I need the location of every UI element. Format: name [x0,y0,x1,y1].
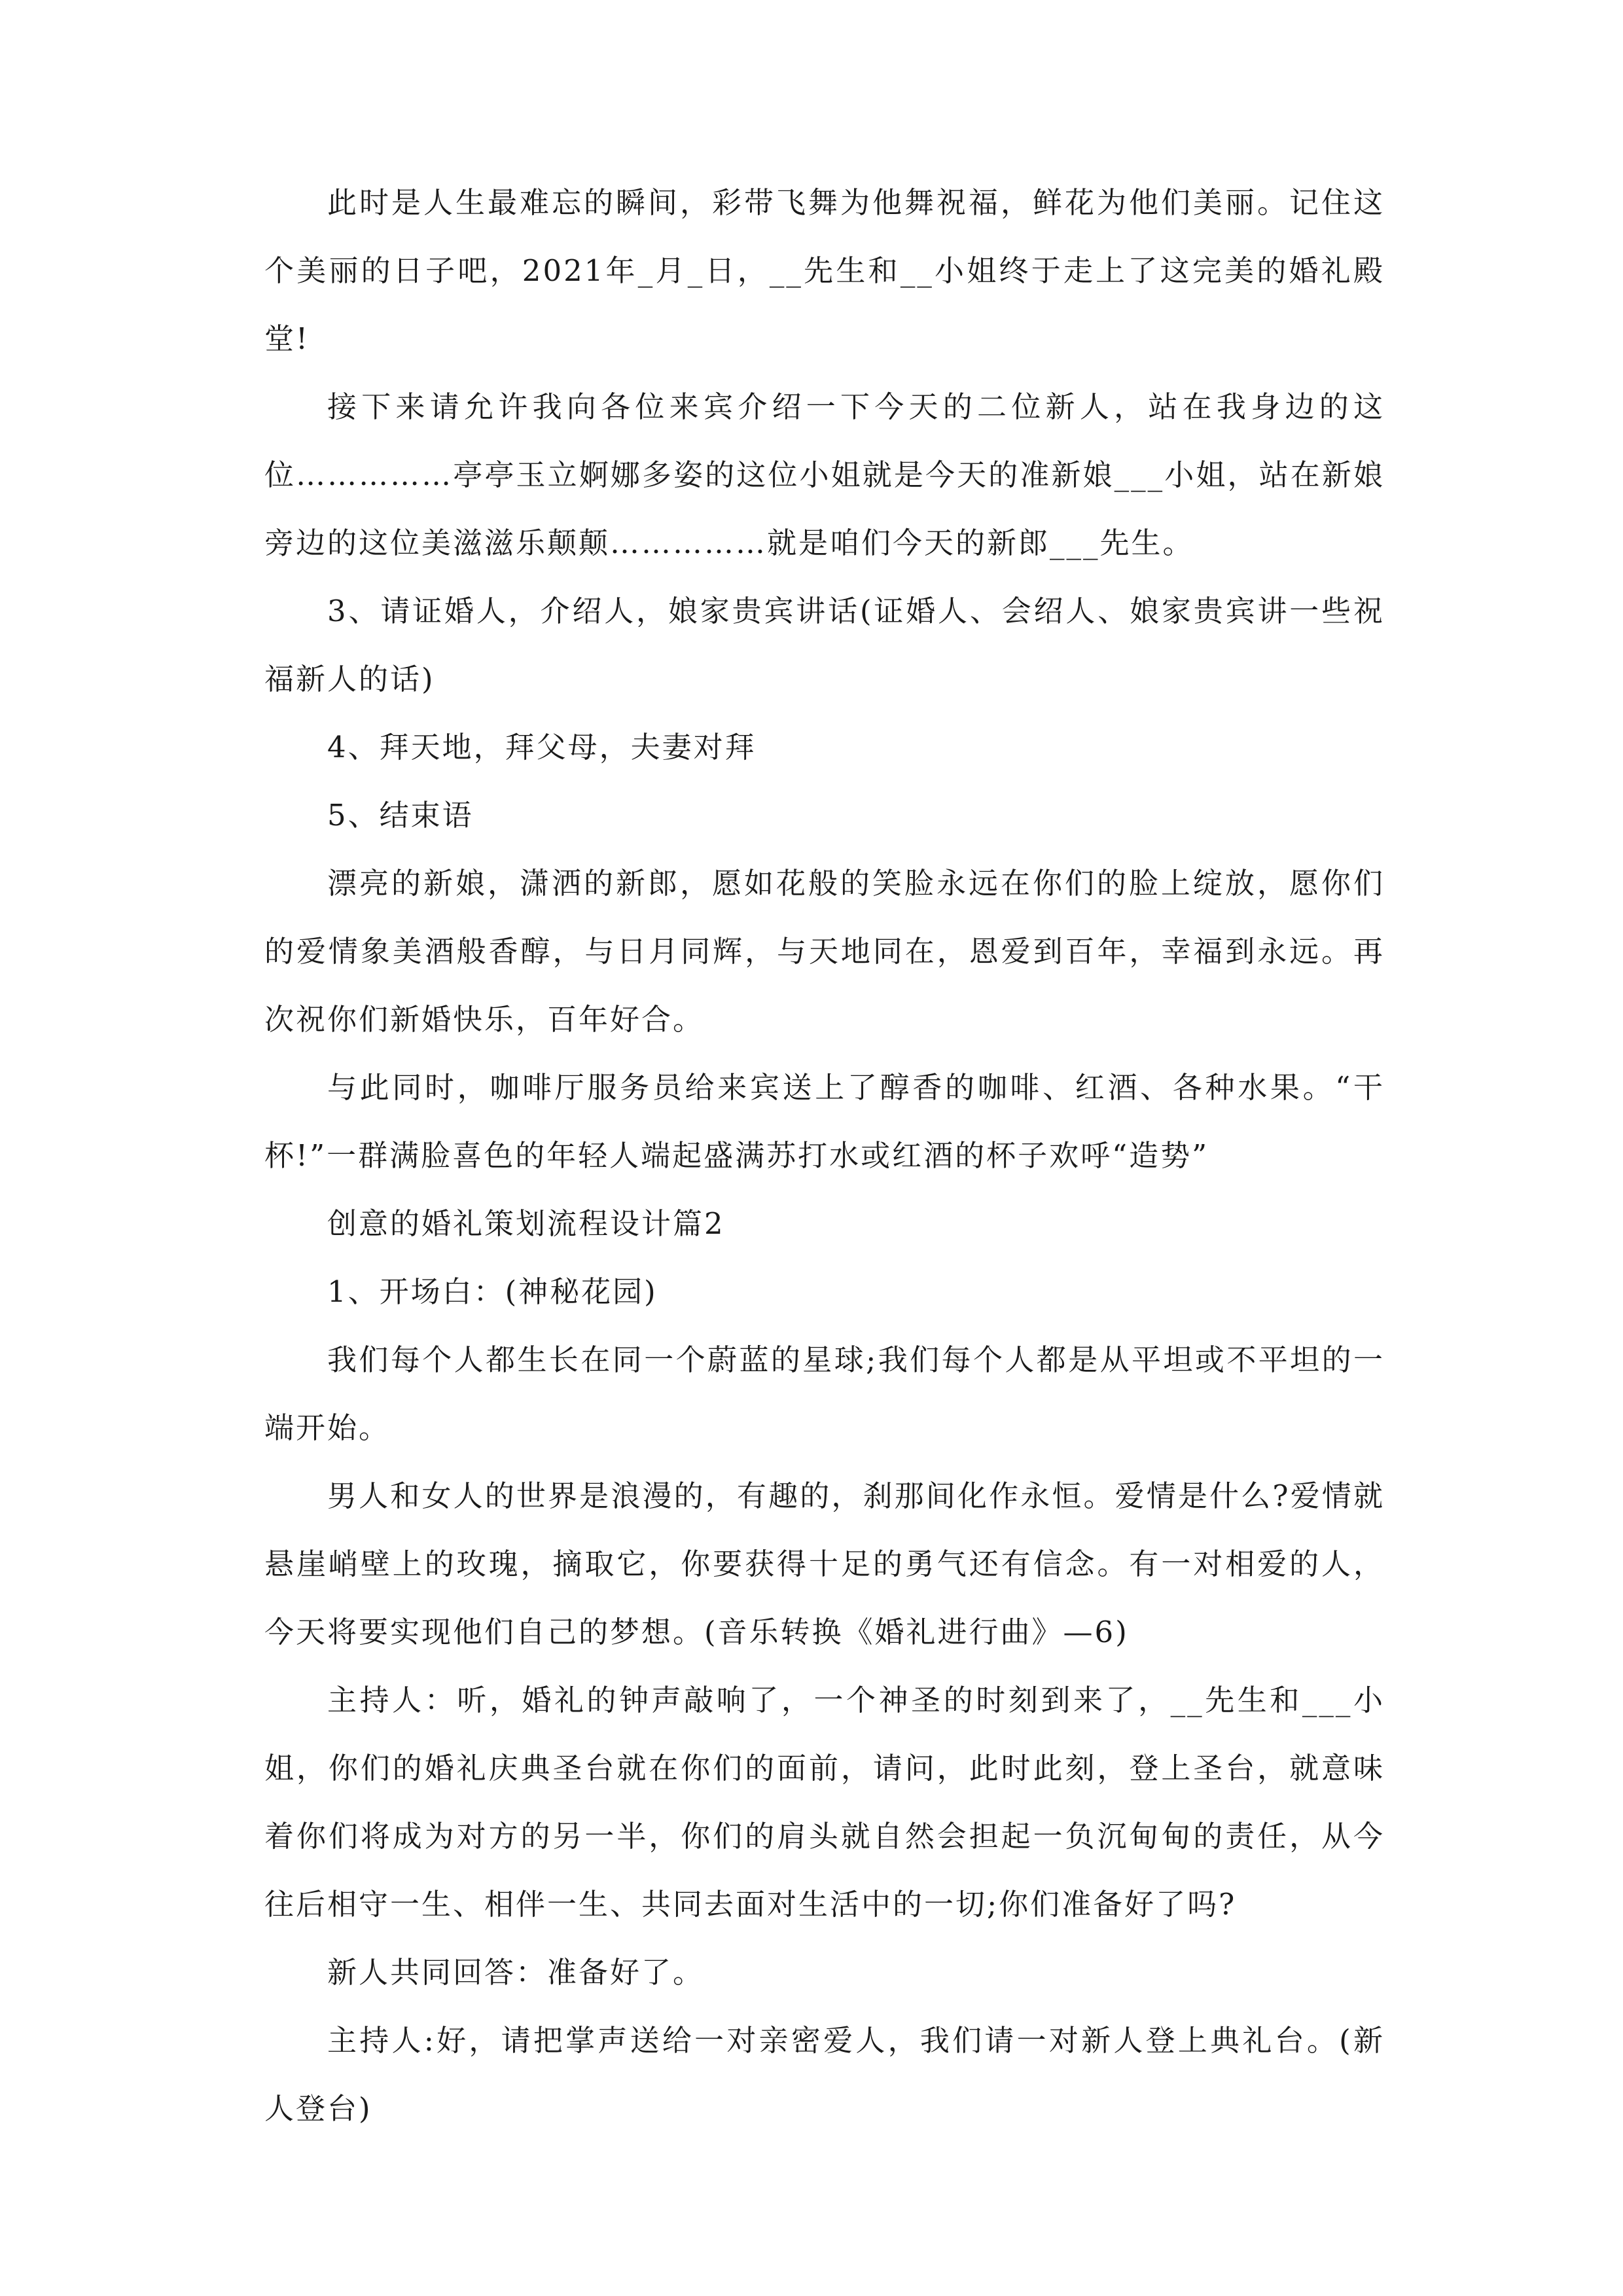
paragraph: 主持人：听，婚礼的钟声敲响了，一个神圣的时刻到来了，__先生和___小姐，你们的婚礼庆典圣台就在你们的面前，请问，此时此刻，登上圣台，就意味着你们将成为对方的另一半，你们的肩头就自然会担起一负沉甸甸的责任，从今往后相守一生、相伴一生、共同去面对生活中的一切;你们准备好了吗? [264,1683,1385,1922]
paragraph: 与此同时，咖啡厅服务员给来宾送上了醇香的咖啡、红酒、各种水果。“干杯!”一群满脸喜色的年轻人端起盛满苏打水或红酒的杯子欢呼“造势” [264,1070,1385,1173]
document-body [264,169,1385,2143]
paragraph: 主持人:好，请把掌声送给一对亲密爱人，我们请一对新人登上典礼台。(新人登台) [264,2023,1385,2126]
paragraph: 男人和女人的世界是浪漫的，有趣的，刹那间化作永恒。爱情是什么?爱情就悬崖峭壁上的玫瑰，摘取它，你要获得十足的勇气还有信念。有一对相爱的人，今天将要实现他们自己的梦想。(音乐转换《婚礼进行曲》—6) [264,1479,1385,1649]
section-heading: 创意的婚礼策划流程设计篇2 [327,1206,725,1241]
paragraph: 1、开场白：(神秘花园) [327,1274,658,1309]
paragraph: 此时是人生最难忘的瞬间，彩带飞舞为他舞祝福，鲜花为他们美丽。记住这个美丽的日子吧，2021年_月_日，__先生和__小姐终于走上了这完美的婚礼殿堂! [264,185,1385,356]
paragraph: 4、拜天地，拜父母，夫妻对拜 [327,730,757,764]
paragraph: 我们每个人都生长在同一个蔚蓝的星球;我们每个人都是从平坦或不平坦的一端开始。 [264,1342,1385,1445]
paragraph: 3、请证婚人，介绍人，娘家贵宾讲话(证婚人、会绍人、娘家贵宾讲一些祝福新人的话) [264,594,1385,696]
paragraph: 漂亮的新娘，潇洒的新郎，愿如花般的笑脸永远在你们的脸上绽放，愿你们的爱情象美酒般香醇，与日月同辉，与天地同在，恩爱到百年，幸福到永远。再次祝你们新婚快乐，百年好合。 [264,866,1385,1037]
paragraph: 新人共同回答：准备好了。 [327,1955,705,1990]
paragraph: 接下来请允许我向各位来宾介绍一下今天的二位新人，站在我身边的这位……………亭亭玉立婀娜多姿的这位小姐就是今天的准新娘___小姐，站在新娘旁边的这位美滋滋乐颠颠……………就是咱们今天的新郎___先生。 [264,389,1385,560]
paragraph: 5、结束语 [327,798,474,833]
